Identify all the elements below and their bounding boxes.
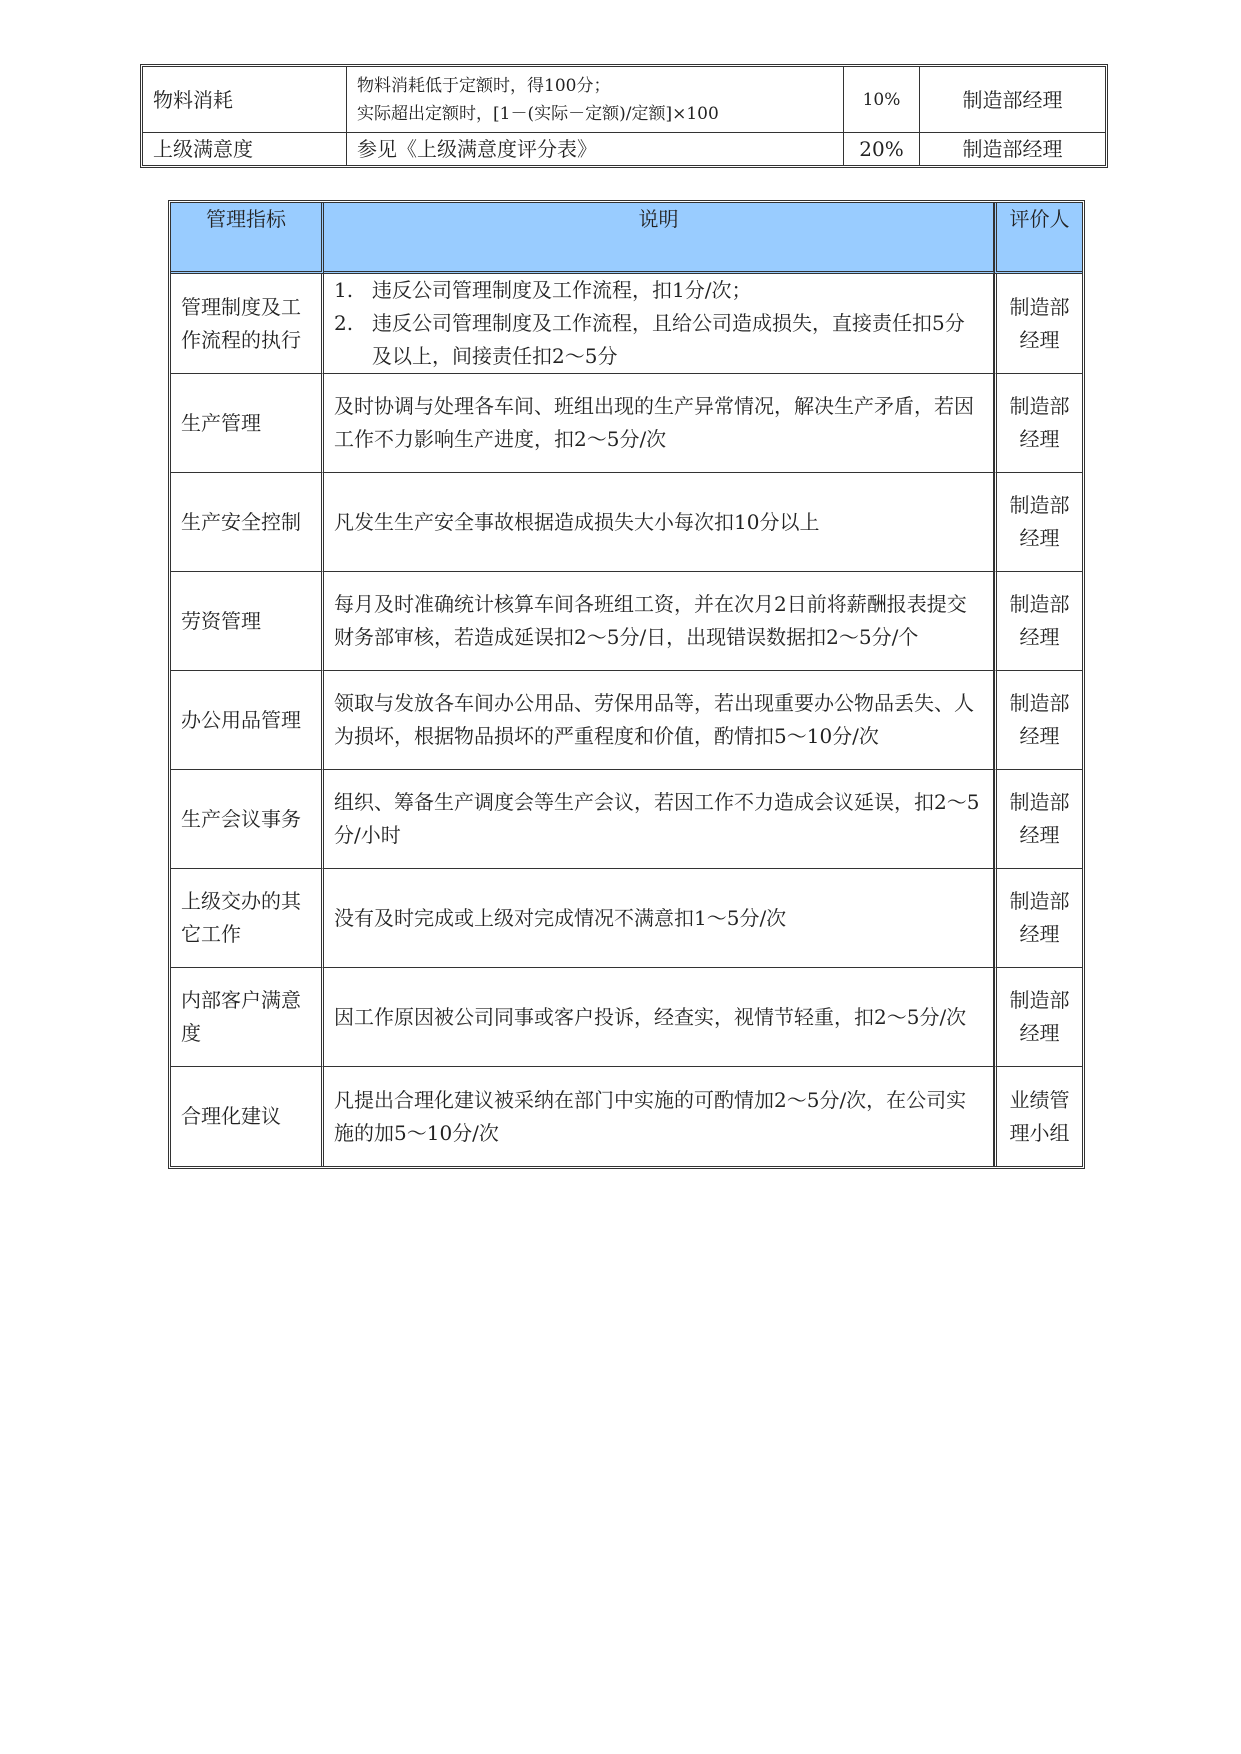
list-text: 违反公司管理制度及工作流程，扣1分/次； [372, 278, 752, 302]
evaluator-cell: 制造部经理 [994, 374, 1082, 473]
table-row [171, 770, 1082, 869]
description-cell: 没有及时完成或上级对完成情况不满意扣1～5分/次 [324, 869, 994, 968]
table-row [143, 67, 1105, 133]
indicator-cell: 办公用品管理 [171, 671, 324, 770]
indicator-cell: 生产管理 [171, 374, 324, 473]
management-indicator-table [168, 200, 1085, 1169]
indicator-cell: 合理化建议 [171, 1067, 324, 1166]
description-cell: 领取与发放各车间办公用品、劳保用品等，若出现重要办公物品丢失、人为损坏，根据物品损坏的严重程度和价值，酌情扣5～10分/次 [324, 671, 994, 770]
evaluator-cell: 制造部经理 [994, 869, 1082, 968]
description-cell [347, 67, 844, 133]
table-row [171, 374, 1082, 473]
indicator-cell: 劳资管理 [171, 572, 324, 671]
description-cell: 每月及时准确统计核算车间各班组工资，并在次月2日前将薪酬报表提交财务部审核，若造成延误扣2～5分/日，出现错误数据扣2～5分/个 [324, 572, 994, 671]
evaluator-cell: 制造部经理 [920, 67, 1105, 133]
indicator-cell: 物料消耗 [143, 67, 347, 133]
description-cell [324, 274, 994, 374]
indicator-cell: 内部客户满意度 [171, 968, 324, 1067]
description-line: 实际超出定额时，[1－(实际－定额)/定额]×100 [357, 103, 719, 124]
header-indicator: 管理指标 [171, 203, 324, 274]
indicator-cell: 生产安全控制 [171, 473, 324, 572]
table-row [171, 671, 1082, 770]
indicator-cell: 管理制度及工作流程的执行 [171, 274, 324, 374]
description-line: 物料消耗低于定额时，得100分； [357, 75, 611, 96]
list-text: 违反公司管理制度及工作流程，且给公司造成损失，直接责任扣5分及以上，间接责任扣2～5分 [372, 311, 965, 368]
list-item [334, 307, 983, 373]
evaluator-cell: 制造部经理 [994, 572, 1082, 671]
header-evaluator: 评价人 [994, 203, 1082, 274]
evaluator-cell: 制造部经理 [994, 473, 1082, 572]
evaluator-cell: 制造部经理 [994, 274, 1082, 374]
description-cell [347, 133, 844, 165]
indicator-cell: 生产会议事务 [171, 770, 324, 869]
indicator-cell: 上级满意度 [143, 133, 347, 165]
table-row [171, 572, 1082, 671]
table-row [171, 274, 1082, 374]
description-cell: 因工作原因被公司同事或客户投诉，经查实，视情节轻重，扣2～5分/次 [324, 968, 994, 1067]
description-cell: 凡发生生产安全事故根据造成损失大小每次扣10分以上 [324, 473, 994, 572]
evaluator-cell: 制造部经理 [962, 137, 1063, 161]
list-number: 2. [334, 311, 354, 335]
evaluator-cell: 制造部经理 [994, 671, 1082, 770]
weight-cell: 20% [844, 133, 920, 165]
description-cell: 凡提出合理化建议被采纳在部门中实施的可酌情加2～5分/次，在公司实施的加5～10分/次 [324, 1067, 994, 1166]
description-line: 参见《上级满意度评分表》 [357, 137, 597, 161]
evaluator-cell: 业绩管理小组 [994, 1067, 1082, 1166]
table-row [143, 133, 1105, 165]
numbered-list [334, 274, 983, 373]
table-row [171, 1067, 1082, 1166]
header-row [171, 203, 1082, 274]
description-cell: 及时协调与处理各车间、班组出现的生产异常情况，解决生产矛盾，若因工作不力影响生产进度，扣2～5分/次 [324, 374, 994, 473]
evaluator-cell: 制造部经理 [994, 770, 1082, 869]
weight-cell: 10% [844, 67, 920, 133]
header-description: 说明 [324, 203, 994, 274]
evaluator-cell: 制造部经理 [994, 968, 1082, 1067]
description-cell: 组织、筹备生产调度会等生产会议，若因工作不力造成会议延误，扣2～5分/小时 [324, 770, 994, 869]
list-item [334, 274, 983, 307]
list-number: 1. [334, 278, 354, 302]
top-table [140, 64, 1108, 168]
table-row [171, 869, 1082, 968]
table-row [171, 473, 1082, 572]
indicator-cell: 上级交办的其它工作 [171, 869, 324, 968]
table-row [171, 968, 1082, 1067]
